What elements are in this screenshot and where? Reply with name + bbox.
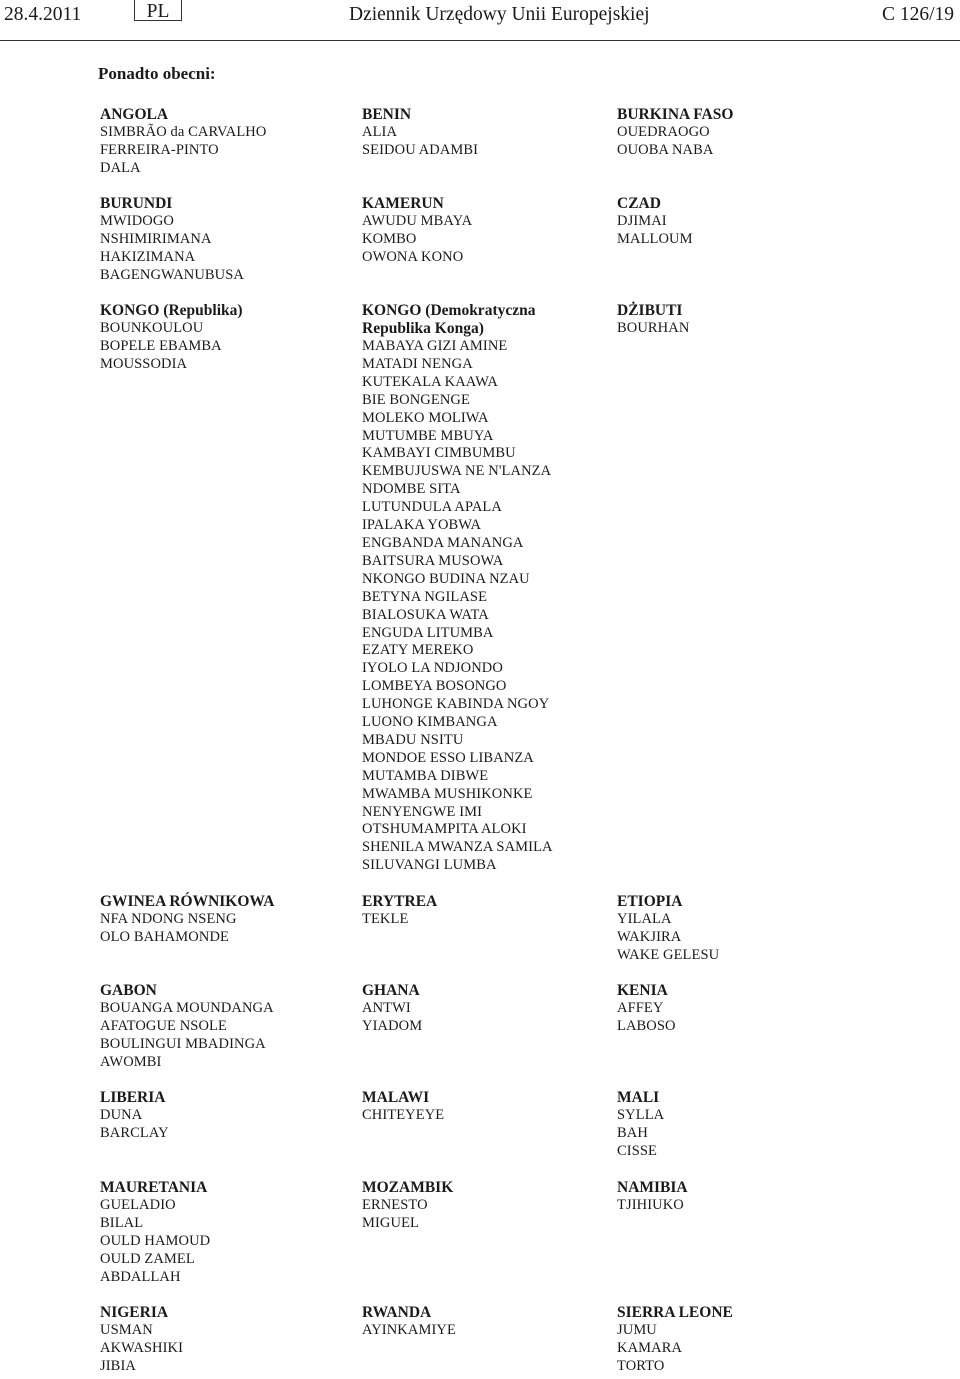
country-name: ANGOLA bbox=[100, 106, 169, 123]
page-header bbox=[0, 0, 960, 41]
delegate-name: ANTWI bbox=[362, 1000, 411, 1016]
delegate-name: LUTUNDULA APALA bbox=[362, 499, 502, 516]
delegate-name: SIMBRÃO da CARVALHO bbox=[100, 124, 267, 140]
intro-heading: Ponadto obecni: bbox=[98, 64, 216, 83]
country-name: MALAWI bbox=[362, 1089, 430, 1106]
delegate-name: NENYENGWE IMI bbox=[362, 803, 483, 820]
delegate-name: JIBIA bbox=[100, 1357, 136, 1374]
country-group bbox=[617, 982, 877, 1036]
country-group bbox=[362, 1089, 622, 1125]
delegate-name: ENGBANDA MANANGA bbox=[362, 534, 524, 551]
country-name: MALI bbox=[617, 1089, 660, 1106]
country-name: MAURETANIA bbox=[100, 1179, 208, 1196]
country-name: Republika Konga) bbox=[362, 320, 484, 337]
delegate-name: MOLEKO MOLIWA bbox=[362, 409, 489, 426]
country-name: NAMIBIA bbox=[617, 1179, 688, 1196]
delegate-name: OLO BAHAMONDE bbox=[100, 928, 229, 945]
delegate-name: LABOSO bbox=[617, 1017, 676, 1034]
delegate-name: IPALAKA YOBWA bbox=[362, 517, 482, 534]
country-group bbox=[362, 982, 622, 1036]
delegate-name: KEMBUJUSWA NE N'LANZA bbox=[362, 463, 552, 480]
delegate-name: AYINKAMIYE bbox=[362, 1322, 456, 1338]
country-name: SIERRA LEONE bbox=[617, 1304, 733, 1321]
delegate-name: ENGUDA LITUMBA bbox=[362, 624, 494, 641]
country-name: GWINEA RÓWNIKOWA bbox=[100, 893, 275, 910]
delegate-name: DALA bbox=[100, 159, 141, 176]
delegate-name: BAH bbox=[617, 1124, 648, 1141]
country-name: CZAD bbox=[617, 195, 661, 212]
country-group bbox=[617, 106, 877, 160]
delegate-name: AKWASHIKI bbox=[100, 1339, 184, 1356]
country-group bbox=[100, 106, 360, 178]
delegate-name: JUMU bbox=[617, 1322, 657, 1338]
delegate-name: YIADOM bbox=[362, 1017, 423, 1034]
delegate-name: BARCLAY bbox=[100, 1124, 169, 1141]
country-group bbox=[362, 302, 622, 875]
country-group bbox=[100, 302, 360, 374]
country-name: GHANA bbox=[362, 982, 420, 999]
delegate-name: BOPELE EBAMBA bbox=[100, 337, 222, 354]
delegate-name: YILALA bbox=[617, 911, 672, 927]
country-group bbox=[617, 302, 877, 338]
country-name: BURKINA FASO bbox=[617, 106, 734, 123]
delegate-name: MATADI NENGA bbox=[362, 355, 473, 372]
delegate-name: DUNA bbox=[100, 1107, 143, 1123]
delegate-name: LUONO KIMBANGA bbox=[362, 714, 498, 731]
country-group bbox=[100, 1089, 360, 1143]
journal-title: Dziennik Urzędowy Unii Europejskiej bbox=[349, 4, 650, 25]
country-group bbox=[362, 106, 622, 160]
country-group bbox=[362, 1304, 622, 1340]
delegate-name: BOUNKOULOU bbox=[100, 320, 204, 336]
delegate-name: GUELADIO bbox=[100, 1197, 176, 1213]
delegate-name: MIGUEL bbox=[362, 1214, 419, 1231]
delegate-name: BOULINGUI MBADINGA bbox=[100, 1035, 266, 1052]
delegate-name: OUOBA NABA bbox=[617, 141, 714, 158]
delegate-name: MWAMBA MUSHIKONKE bbox=[362, 785, 533, 802]
delegate-name: OULD ZAMEL bbox=[100, 1250, 195, 1267]
country-name: BENIN bbox=[362, 106, 412, 123]
delegate-name: LUHONGE KABINDA NGOY bbox=[362, 696, 550, 713]
country-group bbox=[362, 893, 622, 929]
country-name: ERYTREA bbox=[362, 893, 438, 910]
delegate-name: BETYNA NGILASE bbox=[362, 588, 488, 605]
delegate-name: EZATY MEREKO bbox=[362, 642, 474, 659]
country-name: KONGO (Demokratyczna bbox=[362, 302, 536, 319]
delegate-name: TORTO bbox=[617, 1357, 665, 1374]
delegate-name: SEIDOU ADAMBI bbox=[362, 141, 479, 158]
country-group bbox=[617, 1179, 877, 1215]
delegate-name: BIALOSUKA WATA bbox=[362, 606, 489, 623]
language-code: PL bbox=[134, 0, 182, 21]
delegate-name: KUTEKALA KAAWA bbox=[362, 373, 498, 390]
delegate-name: MALLOUM bbox=[617, 230, 693, 247]
delegate-name: ABDALLAH bbox=[100, 1268, 181, 1285]
country-group bbox=[617, 1304, 877, 1376]
country-name: DŻIBUTI bbox=[617, 302, 683, 319]
country-name: KENIA bbox=[617, 982, 668, 999]
country-group bbox=[100, 195, 360, 285]
delegate-name: KAMARA bbox=[617, 1339, 683, 1356]
country-name: RWANDA bbox=[362, 1304, 432, 1321]
delegate-name: LOMBEYA BOSONGO bbox=[362, 678, 507, 695]
delegate-name: MBADU NSITU bbox=[362, 731, 464, 748]
delegate-name: SYLLA bbox=[617, 1107, 665, 1123]
page-number: C 126/19 bbox=[881, 4, 954, 25]
delegate-name: AWOMBI bbox=[100, 1053, 162, 1070]
country-name: MOZAMBIK bbox=[362, 1179, 454, 1196]
delegate-name: BOURHAN bbox=[617, 320, 690, 336]
publication-date: 28.4.2011 bbox=[4, 4, 82, 25]
delegate-name: AWUDU MBAYA bbox=[362, 213, 473, 229]
delegate-name: MOUSSODIA bbox=[100, 355, 188, 372]
delegate-name: MWIDOGO bbox=[100, 213, 174, 229]
delegate-name: KAMBAYI CIMBUMBU bbox=[362, 445, 516, 462]
country-group bbox=[100, 893, 360, 947]
delegate-name: AFATOGUE NSOLE bbox=[100, 1017, 227, 1034]
delegate-name: WAKE GELESU bbox=[617, 946, 720, 963]
delegate-name: FERREIRA-PINTO bbox=[100, 141, 219, 158]
delegate-name: WAKJIRA bbox=[617, 928, 682, 945]
delegate-name: MABAYA GIZI AMINE bbox=[362, 338, 508, 354]
country-group bbox=[100, 982, 360, 1072]
delegate-name: SHENILA MWANZA SAMILA bbox=[362, 839, 553, 856]
delegate-name: CHITEYEYE bbox=[362, 1107, 445, 1123]
country-name: KONGO (Republika) bbox=[100, 302, 243, 319]
country-name: GABON bbox=[100, 982, 157, 999]
delegate-name: OULD HAMOUD bbox=[100, 1232, 211, 1249]
country-group bbox=[617, 893, 877, 965]
delegate-name: BILAL bbox=[100, 1214, 144, 1231]
country-group bbox=[100, 1179, 360, 1287]
delegate-name: MONDOE ESSO LIBANZA bbox=[362, 749, 534, 766]
country-group bbox=[362, 195, 622, 267]
delegate-name: ERNESTO bbox=[362, 1197, 428, 1213]
country-name: ETIOPIA bbox=[617, 893, 683, 910]
delegate-name: BOUANGA MOUNDANGA bbox=[100, 1000, 274, 1016]
delegate-name: KOMBO bbox=[362, 230, 417, 247]
delegate-name: NSHIMIRIMANA bbox=[100, 230, 212, 247]
country-group bbox=[617, 195, 877, 249]
delegate-name: TEKLE bbox=[362, 911, 409, 927]
delegate-name: MUTUMBE MBUYA bbox=[362, 427, 494, 444]
delegate-name: BAITSURA MUSOWA bbox=[362, 552, 504, 569]
delegate-name: OTSHUMAMPITA ALOKI bbox=[362, 821, 527, 838]
country-name: KAMERUN bbox=[362, 195, 444, 212]
country-group bbox=[100, 1304, 360, 1376]
delegate-name: NFA NDONG NSENG bbox=[100, 911, 237, 927]
delegate-name: AFFEY bbox=[617, 1000, 664, 1016]
delegate-name: BIE BONGENGE bbox=[362, 391, 470, 408]
delegate-name: USMAN bbox=[100, 1322, 153, 1338]
delegate-name: MUTAMBA DIBWE bbox=[362, 767, 489, 784]
delegate-name: IYOLO LA NDJONDO bbox=[362, 660, 503, 677]
delegate-name: HAKIZIMANA bbox=[100, 248, 196, 265]
delegate-name: CISSE bbox=[617, 1142, 657, 1159]
country-name: BURUNDI bbox=[100, 195, 173, 212]
country-name: LIBERIA bbox=[100, 1089, 166, 1106]
delegate-name: BAGENGWANUBUSA bbox=[100, 266, 244, 283]
delegate-name: SILUVANGI LUMBA bbox=[362, 857, 497, 874]
delegate-name: DJIMAI bbox=[617, 213, 667, 229]
country-group bbox=[617, 1089, 877, 1161]
delegate-name: OUEDRAOGO bbox=[617, 124, 710, 140]
delegate-name: NDOMBE SITA bbox=[362, 481, 461, 498]
delegate-name: ALIA bbox=[362, 124, 398, 140]
delegate-name: TJIHIUKO bbox=[617, 1197, 684, 1213]
delegate-name: NKONGO BUDINA NZAU bbox=[362, 570, 530, 587]
delegate-name: OWONA KONO bbox=[362, 248, 464, 265]
country-group bbox=[362, 1179, 622, 1233]
country-name: NIGERIA bbox=[100, 1304, 169, 1321]
